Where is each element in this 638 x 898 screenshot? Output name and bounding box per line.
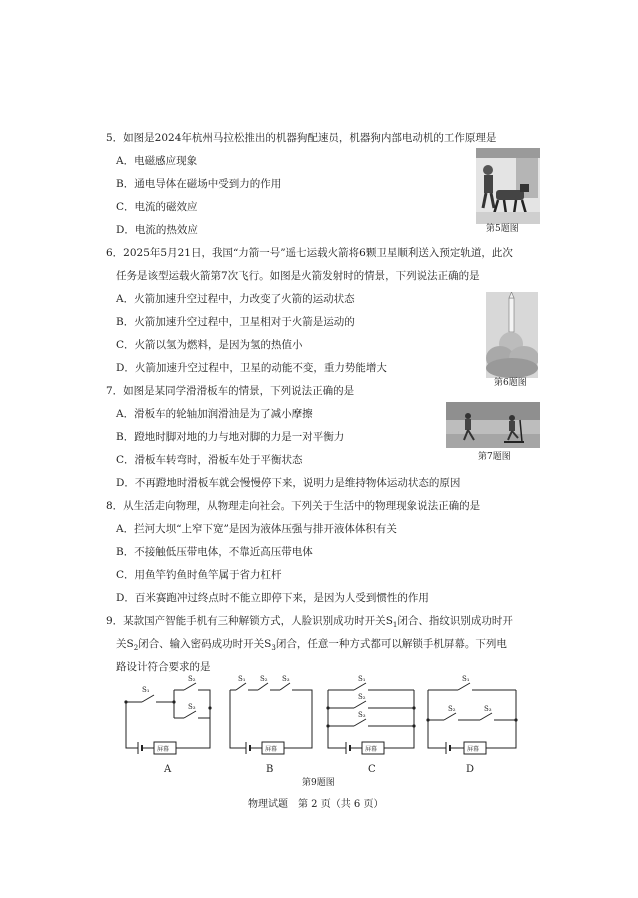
circuit-c-switch-label: S₁	[358, 675, 366, 683]
circuit-d-screen-label: 屏幕	[467, 746, 480, 753]
q5-stem: 5．如图是2024年杭州马拉松推出的机器狗配速员，机器狗内部电动机的工作原理是	[106, 132, 497, 144]
circuit-a-switch-label: S₂	[188, 675, 196, 683]
circuit-a-letter: A	[164, 764, 172, 775]
q9-circuit-diagrams	[118, 672, 538, 782]
q5-option-d: D．电流的热效应	[116, 224, 198, 236]
q8-option-d: D．百米赛跑冲过终点时不能立即停下来，是因为人受到惯性的作用	[116, 592, 429, 604]
circuit-a-switch-label: S₃	[188, 703, 196, 711]
circuit-a-switch-label: S₁	[142, 686, 150, 694]
circuit-b-switch-label: S₃	[282, 675, 290, 683]
q8-option-c: C．用鱼竿钓鱼时鱼竿属于省力杠杆	[116, 569, 282, 581]
q5-option-c: C．电流的磁效应	[116, 201, 198, 213]
circuit-c-switch-label: S₂	[358, 693, 366, 701]
q8-option-b: B．不接触低压带电体，不靠近高压带电体	[116, 546, 313, 558]
circuit-b-switch-label: S₂	[260, 675, 268, 683]
q9-switch-s: S	[385, 615, 393, 627]
circuit-d-switch-label: S₁	[462, 675, 470, 683]
q9-text: 闭合、指纹识别成功时开	[397, 615, 513, 627]
q9-caption: 第9题图	[302, 778, 335, 788]
q8-stem: 8．从生活走向物理，从物理走向社会。下列关于生活中的物理现象说法正确的是	[106, 500, 481, 512]
circuit-c-screen-label: 屏幕	[365, 746, 378, 753]
circuit-d-switch-label: S₃	[484, 705, 492, 713]
q5-robot-dog-photo	[476, 148, 540, 224]
q6-stem-line2: 任务是该型运载火箭第7次飞行。如图是火箭发射时的情景，下列说法正确的是	[116, 270, 480, 282]
q8-option-a: A．拦河大坝“上窄下宽”是因为液体压强与排开液体体积有关	[116, 523, 397, 535]
q7-option-a: A．滑板车的轮轴加润滑油是为了减小摩擦	[116, 408, 313, 420]
circuit-c-letter: C	[368, 764, 376, 775]
q9-stem-line1	[106, 615, 513, 632]
q5-option-a: A．电磁感应现象	[116, 155, 198, 167]
q6-option-a: A．火箭加速升空过程中，力改变了火箭的运动状态	[116, 293, 355, 305]
q9-switch-s: S	[264, 638, 272, 650]
circuit-d-switch-label: S₂	[448, 705, 456, 713]
q7-option-d: D．不再蹬地时滑板车就会慢慢停下来，说明力是维持物体运动状态的原因	[116, 477, 461, 489]
circuit-a	[126, 683, 210, 754]
q7-scooter-photo	[446, 402, 540, 448]
q7-option-b: B．蹬地时脚对地的力与地对脚的力是一对平衡力	[116, 431, 345, 443]
q9-text: 9．某款国产智能手机有三种解锁方式，人脸识别成功时开关	[106, 615, 386, 627]
circuit-b-switch-label: S₁	[238, 675, 246, 683]
q6-rocket-launch-photo	[486, 292, 538, 378]
page-footer: 物理试题 第 2 页（共 6 页）	[248, 799, 384, 810]
q9-text: 关	[116, 638, 127, 650]
circuit-a-screen-label: 屏幕	[157, 746, 170, 753]
q9-stem-line2	[116, 638, 507, 655]
q5-caption: 第5题图	[486, 224, 519, 234]
circuit-d-letter: D	[466, 764, 475, 775]
q9-text: 闭合，任意一种方式都可以解锁手机屏幕。下列电	[275, 638, 507, 650]
q9-sub-1: 1	[392, 621, 398, 630]
circuit-c-switch-label: S₃	[358, 711, 366, 719]
q6-option-b: B．火箭加速升空过程中，卫星相对于火箭是运动的	[116, 316, 355, 328]
q6-stem-line1: 6．2025年5月21日，我国“力箭一号”遥七运载火箭将6颗卫星顺利送入预定轨道，此次	[106, 247, 513, 259]
circuit-c	[328, 683, 414, 754]
q6-caption: 第6题图	[494, 378, 527, 388]
q9-stem-line3: 路设计符合要求的是	[116, 661, 211, 673]
q9-text: 闭合、输入密码成功时开关	[138, 638, 265, 650]
q7-stem: 7．如图是某同学滑滑板车的情景，下列说法正确的是	[106, 385, 355, 397]
q9-sub-2: 2	[133, 644, 139, 653]
q6-option-c: C．火箭以氢为燃料，是因为氢的热值小	[116, 339, 303, 351]
q6-option-d: D．火箭加速升空过程中，卫星的动能不变，重力势能增大	[116, 362, 387, 374]
q7-caption: 第7题图	[478, 452, 511, 462]
q5-option-b: B．通电导体在磁场中受到力的作用	[116, 178, 282, 190]
q9-sub-3: 3	[271, 644, 276, 653]
circuit-b-screen-label: 屏幕	[265, 746, 278, 753]
q9-switch-s: S	[126, 638, 134, 650]
q7-option-c: C．滑板车转弯时，滑板车处于平衡状态	[116, 454, 303, 466]
circuit-b-letter: B	[266, 764, 274, 775]
circuit-b	[230, 683, 312, 754]
circuit-d	[428, 683, 516, 754]
